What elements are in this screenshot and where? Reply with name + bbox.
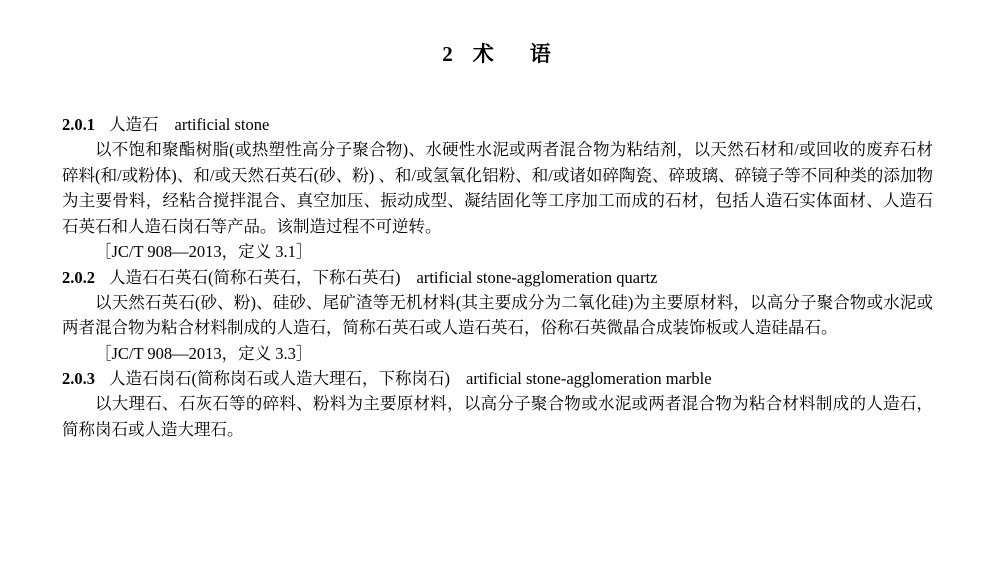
clause-number: 2.0.2 (62, 267, 95, 287)
term-definition: 以不饱和聚酯树脂(或热塑性高分子聚合物)、水硬性水泥或两者混合物为粘结剂，以天然石材和/或回收的废弃石材碎料(和/或粉体)、和/或天然石英石(砂、粉) 、和/或氢氧化铝粉、和/或诸如碎陶瓷、碎玻璃、碎镜子等不同种类的添加物为主要骨料，经粘合搅拌混合、真空加压、振动成型、凝结固化等工序加工而成的石材，包括人造石实体面材、人造石石英石和人造石岗石等产品。该制造过程不可逆转。 (62, 140, 933, 236)
term-name-cn: 人造石石英石(简称石英石，下称石英石) (109, 267, 401, 287)
document-page (0, 38, 995, 564)
term-name-en: artificial stone-agglomeration marble (466, 369, 712, 388)
term-name-cn: 人造石岗石(简称岗石或人造大理石，下称岗石) (109, 369, 450, 388)
chapter-number: 2 (442, 42, 455, 66)
terms-list (62, 112, 933, 442)
term-name-en: artificial stone-agglomeration quartz (416, 267, 658, 287)
term-definition: 以大理石、石灰石等的碎料、粉料为主要原材料，以高分子聚合物或水泥或两者混合物为粘合材料制成的人造石，简称岗石或人造大理石。 (62, 394, 933, 439)
term-definition: 以天然石英石(砂、粉)、硅砂、尾矿渣等无机材料(其主要成分为二氧化硅)为主要原材料，以高分子聚合物或水泥或两者混合物为粘合材料制成的人造石，简称石英石或人造石英石，俗称石英微晶合成装饰板或人造硅晶石。 (62, 292, 933, 337)
term-source: ［JC/T 908—2013，定义 3.3］ (95, 343, 313, 363)
clause-number: 2.0.1 (62, 115, 95, 134)
chapter-title (62, 38, 933, 68)
term-name-cn: 人造石 (109, 115, 159, 134)
term-source: ［JC/T 908—2013，定义 3.1］ (95, 242, 313, 261)
term-name-en: artificial stone (174, 115, 270, 134)
chapter-title-word-2: 语 (529, 42, 553, 66)
term-heading (62, 112, 933, 137)
clause-number: 2.0.3 (62, 369, 95, 388)
term-heading (62, 366, 933, 391)
chapter-title-word-1: 术 (472, 42, 496, 66)
term-heading (62, 265, 933, 290)
